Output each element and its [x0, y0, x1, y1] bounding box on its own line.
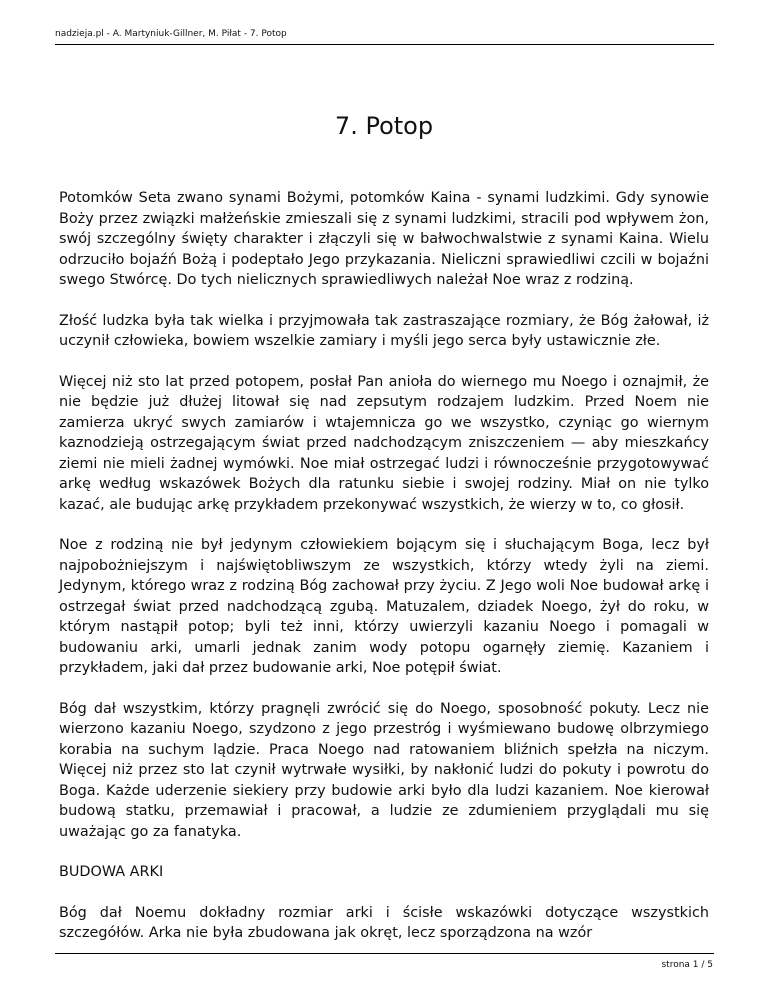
header-divider: [55, 44, 714, 45]
document-body: [59, 188, 709, 944]
paragraph: Bóg dał wszystkim, którzy pragnęli zwrócić się do Noego, sposobność pokuty. Lecz nie wierzono kazaniu Noego, szydzono z jego przestróg i wyśmiewano budowę olbrzymiego korabia na suchym lądzie. Praca Noego nad ratowaniem bliźnich spełzła na niczym. Więcej niż przez sto lat czynił wytrwałe wysiłki, by nakłonić ludzi do pokuty i powrotu do Boga. Każde uderzenie siekiery przy budowie arki było dla ludzi kazaniem. Noe kierował budową statku, przemawiał i pracował, a ludzie ze zdumieniem przyglądali mu się uważając go za fanatyka.: [59, 700, 709, 840]
paragraph: Bóg dał Noemu dokładny rozmiar arki i ścisłe wskazówki dotyczące wszystkich szczegółów. Arka nie była zbudowana jak okręt, lecz sporządzona na wzór: [59, 904, 709, 941]
paragraph: Więcej niż sto lat przed potopem, posłał Pan anioła do wiernego mu Noego i oznajmił, że nie będzie już dłużej litował się nad zepsutym rodzajem ludzkim. Przed Noem nie zamierza ukryć swych zamiarów i wtajemnicza go we wszystko, czyniąc go wiernym kaznodzieją ostrzegającym świat przed nadchodzącym zniszczeniem — aby mieszkańcy ziemi nie mieli żadnej wymówki. Noe miał ostrzegać ludzi i równocześnie przygotowywać arkę według wskazówek Bożych dla ratunku siebie i swojej rodziny. Miał on nie tylko kazać, ale budując arkę przykładem przekonywać wszystkich, że wierzy w to, co głosił.: [59, 373, 709, 513]
page-header: nadzieja.pl - A. Martyniuk-Gillner, M. Piłat - 7. Potop: [55, 29, 287, 39]
document-title: 7. Potop: [334, 112, 434, 140]
section-heading: BUDOWA ARKI: [59, 864, 164, 880]
page-number: strona 1 / 5: [661, 960, 713, 970]
paragraph: Noe z rodziną nie był jedynym człowiekiem bojącym się i słuchającym Boga, lecz był najpobożniejszym i najświętobliwszym ze wszystkich, którzy wtedy żyli na ziemi. Jedynym, którego wraz z rodziną Bóg zachował przy życiu. Z Jego woli Noe budował arkę i ostrzegał świat przed nadchodzącą zgubą. Matuzalem, dziadek Noego, żył do roku, w którym nastąpił potop; byli też inni, którzy uwierzyli kazaniu Noego i pomagali w budowaniu arki, umarli jednak zanim wody potopu ogarnęły ziemię. Kazaniem i przykładem, jaki dał przez budowanie arki, Noe potępił świat.: [59, 537, 709, 676]
paragraph: Potomków Seta zwano synami Bożymi, potomków Kaina - synami ludzkimi. Gdy synowie Boży przez związki małżeńskie zmieszali się z synami ludzkimi, stracili pod wpływem żon, swój szczególny święty charakter i złączyli się w bałwochwalstwie z synami Kaina. Wielu odrzuciło bojaźń Bożą i podeptało Jego przykazania. Nieliczni sprawiedliwi czcili w bojaźni swego Stwórcę. Do tych nielicznych sprawiedliwych należał Noe wraz z rodziną.: [59, 190, 709, 288]
paragraph: Złość ludzka była tak wielka i przyjmowała tak zastraszające rozmiary, że Bóg żałował, iż uczynił człowieka, bowiem wszelkie zamiary i myśli jego serca były ustawicznie złe.: [59, 312, 709, 349]
footer-divider: [55, 953, 714, 954]
